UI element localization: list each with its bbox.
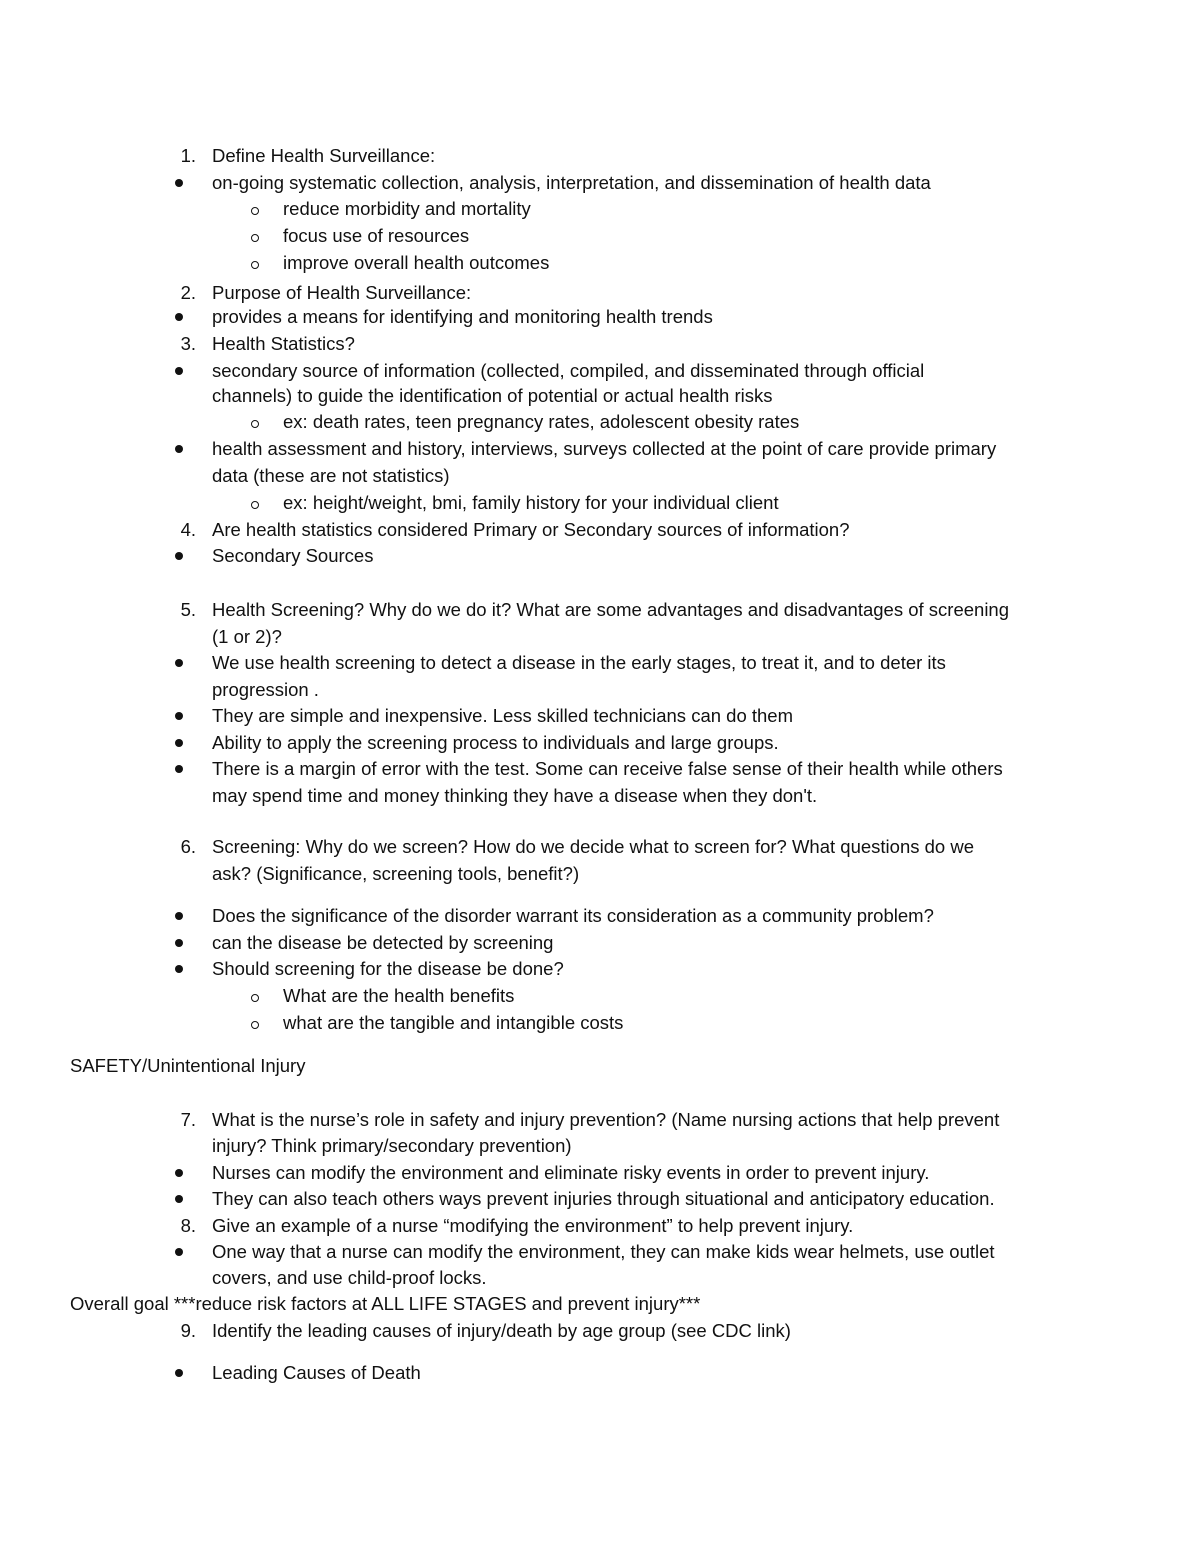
list-number: 7.	[180, 1109, 196, 1130]
list-item-text: Screening: Why do we screen? How do we decide what to screen for? What questions do we	[212, 836, 974, 857]
list-item-text: secondary source of information (collected, compiled, and disseminated through official	[212, 360, 925, 381]
list-item-text: One way that a nurse can modify the environment, they can make kids wear helmets, use outlet	[212, 1241, 995, 1262]
list-item-text: data (these are not statistics)	[212, 465, 450, 486]
list-item-text: What is the nurse’s role in safety and injury prevention? (Name nursing actions that help prevent	[212, 1109, 1000, 1130]
bullet-icon	[174, 956, 184, 982]
sub-bullet-icon	[250, 196, 262, 222]
sub-bullet-icon	[250, 409, 262, 435]
list-item-text: provides a means for identifying and monitoring health trends	[212, 306, 713, 327]
bullet-icon	[174, 730, 184, 756]
list-item-text: what are the tangible and intangible costs	[283, 1012, 624, 1033]
sub-bullet-icon	[250, 250, 262, 276]
sub-bullet-icon	[250, 223, 262, 249]
sub-bullet-icon	[250, 490, 262, 516]
list-item-text: channels) to guide the identification of potential or actual health risks	[212, 385, 773, 406]
bullet-icon	[174, 1239, 184, 1265]
bullet-icon	[174, 358, 184, 384]
sub-bullet-icon	[250, 1010, 262, 1036]
list-number: 2.	[180, 282, 196, 303]
list-item-text: Health Statistics?	[212, 333, 355, 354]
list-item-text: may spend time and money thinking they have a disease when they don't.	[212, 785, 818, 806]
bullet-icon	[174, 903, 184, 929]
bullet-icon	[174, 1360, 184, 1386]
section-heading: Overall goal ***reduce risk factors at ALL LIFE STAGES and prevent injury***	[70, 1293, 701, 1314]
list-item-text: Leading Causes of Death	[212, 1362, 421, 1383]
list-item-text: ex: death rates, teen pregnancy rates, adolescent obesity rates	[283, 411, 800, 432]
list-item-text: Does the significance of the disorder warrant its consideration as a community problem?	[212, 905, 934, 926]
bullet-icon	[174, 650, 184, 676]
list-item-text: Secondary Sources	[212, 545, 374, 566]
bullet-icon	[174, 703, 184, 729]
list-item-text: They can also teach others ways prevent injuries through situational and anticipatory education.	[212, 1188, 995, 1209]
list-item-text: Identify the leading causes of injury/death by age group (see CDC link)	[212, 1320, 791, 1341]
bullet-icon	[174, 930, 184, 956]
list-item-text: ex: height/weight, bmi, family history for your individual client	[283, 492, 779, 513]
list-item-text: on-going systematic collection, analysis, interpretation, and dissemination of health data	[212, 172, 931, 193]
list-item-text: Give an example of a nurse “modifying the environment” to help prevent injury.	[212, 1215, 854, 1236]
list-item-text: What are the health benefits	[283, 985, 515, 1006]
list-item-text: improve overall health outcomes	[283, 252, 550, 273]
list-item-text: ask? (Significance, screening tools, benefit?)	[212, 863, 580, 884]
list-item-text: Purpose of Health Surveillance:	[212, 282, 472, 303]
list-item-text: Health Screening? Why do we do it? What are some advantages and disadvantages of screening	[212, 599, 1010, 620]
list-item-text: health assessment and history, interviews, surveys collected at the point of care provide primary	[212, 438, 997, 459]
list-item-text: Nurses can modify the environment and eliminate risky events in order to prevent injury.	[212, 1162, 930, 1183]
list-item-text: covers, and use child-proof locks.	[212, 1267, 487, 1288]
bullet-icon	[174, 304, 184, 330]
bullet-icon	[174, 543, 184, 569]
bullet-icon	[174, 436, 184, 462]
list-number: 4.	[180, 519, 196, 540]
list-number: 9.	[180, 1320, 196, 1341]
list-item-text: can the disease be detected by screening	[212, 932, 554, 953]
list-item-text: They are simple and inexpensive. Less skilled technicians can do them	[212, 705, 794, 726]
list-item-text: Are health statistics considered Primary or Secondary sources of information?	[212, 519, 850, 540]
list-item-text: Ability to apply the screening process to individuals and large groups.	[212, 732, 779, 753]
list-item-text: (1 or 2)?	[212, 626, 282, 647]
list-number: 3.	[180, 333, 196, 354]
list-item-text: We use health screening to detect a disease in the early stages, to treat it, and to deter its	[212, 652, 946, 673]
section-heading: SAFETY/Unintentional Injury	[70, 1055, 306, 1076]
list-item-text: injury? Think primary/secondary prevention)	[212, 1135, 572, 1156]
list-item-text: There is a margin of error with the test. Some can receive false sense of their health while others	[212, 758, 1003, 779]
list-item-text: Should screening for the disease be done?	[212, 958, 564, 979]
list-number: 6.	[180, 836, 196, 857]
list-item-text: reduce morbidity and mortality	[283, 198, 531, 219]
list-item-text: Define Health Surveillance:	[212, 145, 436, 166]
list-item-text: progression .	[212, 679, 319, 700]
bullet-icon	[174, 1186, 184, 1212]
sub-bullet-icon	[250, 983, 262, 1009]
bullet-icon	[174, 756, 184, 782]
list-item-text: focus use of resources	[283, 225, 470, 246]
list-number: 8.	[180, 1215, 196, 1236]
list-number: 5.	[180, 599, 196, 620]
bullet-icon	[174, 170, 184, 196]
list-number: 1.	[180, 145, 196, 166]
bullet-icon	[174, 1160, 184, 1186]
